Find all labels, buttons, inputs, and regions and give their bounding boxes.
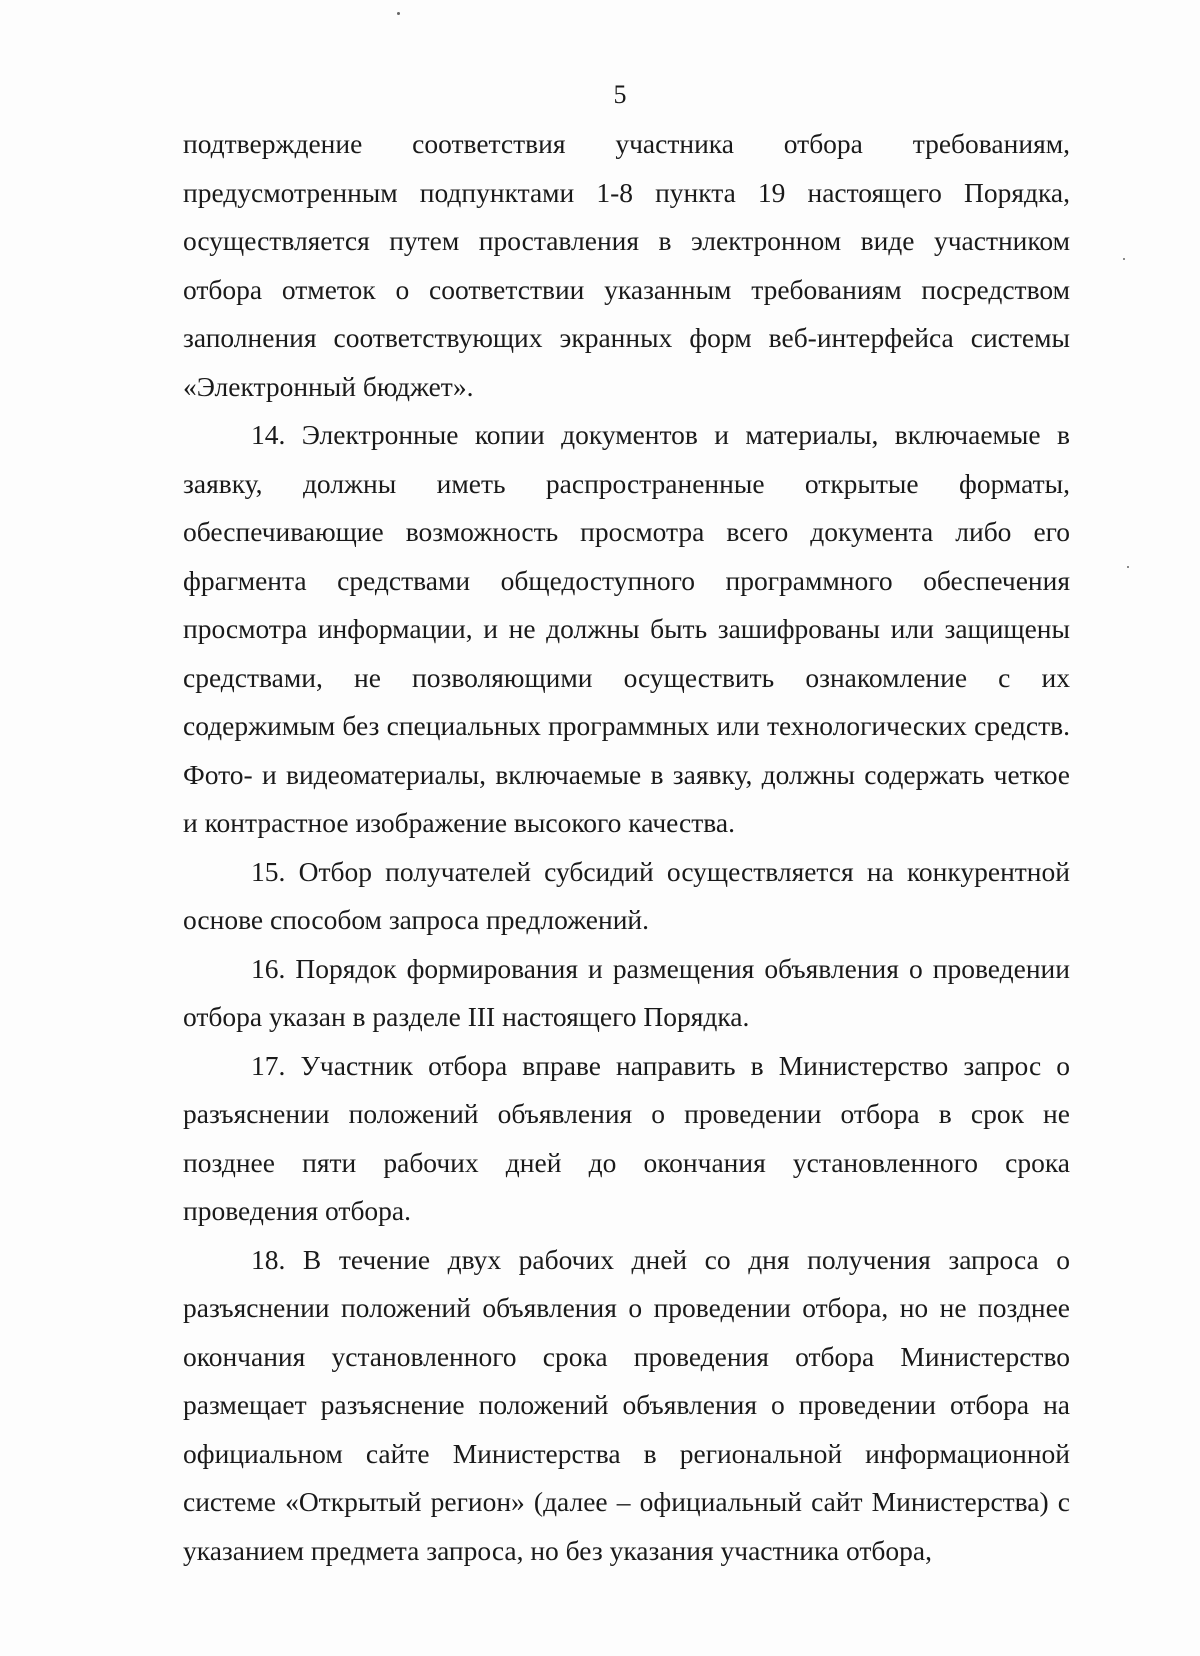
scan-speck: [1123, 258, 1125, 260]
paragraph-15: 15. Отбор получателей субсидий осуществляется на конкурентной основе способом запроса предложений.: [183, 855, 1070, 935]
paragraph-16: 16. Порядок формирования и размещения объявления о проведении отбора указан в разделе III настоящего Порядка.: [183, 952, 1070, 1032]
scan-speck: [397, 12, 400, 15]
paragraph-17: 17. Участник отбора вправе направить в Министерство запрос о разъяснении положений объявления о проведении отбора в срок не позднее пяти рабочих дней до окончания установленного срока проведения отбора.: [183, 1049, 1070, 1226]
paragraph-continuation: подтверждение соответствия участника отбора требованиям, предусмотренным подпунктами 1-8 пункта 19 настоящего Порядка, осуществляется путем проставления в электронном виде участником отбора отметок о соответствии указанным требованиям посредством заполнения соответствующих экранных форм веб-интерфейса системы «Электронный бюджет».: [183, 128, 1070, 402]
paragraph-18: 18. В течение двух рабочих дней со дня получения запроса о разъяснении положений объявления о проведении отбора, но не позднее окончания установленного срока проведения отбора Министерство размещает разъяснение положений объявления о проведении отбора на официальном сайте Министерства в региональной информационной системе «Открытый регион» (далее – официальный сайт Министерства) с указанием предмета запроса, но без указания участника отбора,: [183, 1243, 1070, 1566]
scan-speck: [1127, 566, 1129, 568]
page-number: 5: [613, 80, 627, 109]
document-body: [183, 120, 1070, 1575]
paragraph-14: 14. Электронные копии документов и материалы, включаемые в заявку, должны иметь распространенные открытые форматы, обеспечивающие возможность просмотра всего документа либо его фрагмента средствами общедоступного программного обеспечения просмотра информации, и не должны быть зашифрованы или защищены средствами, не позволяющими осуществить ознакомление с их содержимым без специальных программных или технологических средств. Фото- и видеоматериалы, включаемые в заявку, должны содержать четкое и контрастное изображение высокого качества.: [183, 419, 1070, 838]
